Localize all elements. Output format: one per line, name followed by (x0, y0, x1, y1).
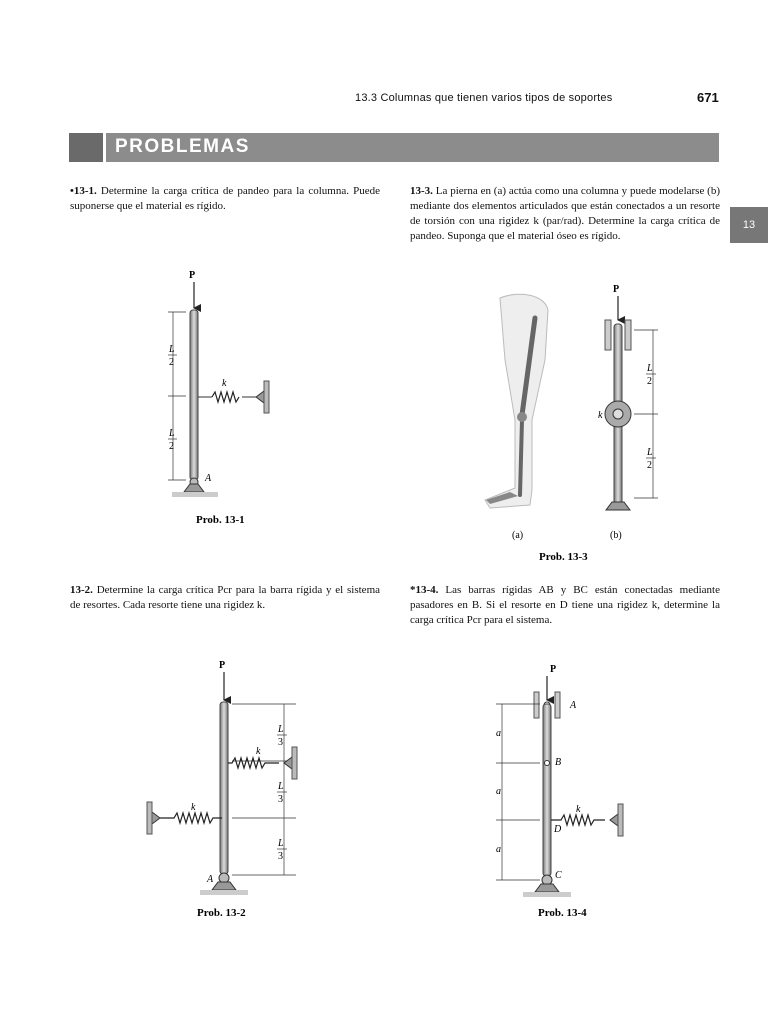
wall-left (147, 802, 152, 834)
spring (212, 392, 239, 402)
page-number: 671 (697, 90, 719, 105)
label-a: (a) (512, 530, 524, 541)
load-label: P (613, 284, 620, 295)
running-head: 13.3 Columnas que tienen varios tipos de soportes (355, 92, 613, 104)
pin-b (545, 761, 550, 766)
pin-base (535, 884, 559, 892)
dim-2: 2 (647, 460, 652, 471)
tibia (520, 420, 522, 495)
dim-L: L (278, 838, 284, 849)
spring-lower (160, 813, 222, 823)
point-c-label: C (555, 870, 562, 881)
dim-2: 2 (169, 357, 174, 368)
spring-label: k (222, 378, 227, 389)
wall (264, 381, 269, 413)
pin-base (606, 502, 630, 510)
problem-text: Determine la carga crítica Pcr para la barra rígida y el sistema de resortes. Cada resorte tiene una rigidez k. (70, 584, 381, 611)
dim-L: L (647, 447, 653, 458)
caption-13-4: Prob. 13-4 (538, 907, 587, 919)
point-b-label: B (555, 757, 562, 768)
figure-13-2 (147, 660, 297, 895)
column-bar (190, 310, 198, 480)
dim-L: L (278, 781, 284, 792)
dim-a: a (496, 786, 501, 797)
wall (618, 804, 623, 836)
column-bar (543, 704, 551, 876)
ground (200, 890, 248, 895)
dim-3: 3 (278, 737, 283, 748)
load-label: P (219, 660, 226, 671)
load-label: P (189, 270, 196, 281)
label-b: (b) (610, 530, 622, 541)
figure-13-3 (485, 284, 658, 541)
problem-number: 13-2. (70, 584, 93, 596)
section-title: PROBLEMAS (115, 136, 250, 157)
dim-L: L (169, 344, 175, 355)
figure-13-4 (496, 664, 623, 897)
point-d-label: D (554, 824, 562, 835)
dim-2: 2 (647, 376, 652, 387)
problem-number: 13-3. (410, 185, 433, 197)
caption-13-1: Prob. 13-1 (196, 514, 245, 526)
dim-L: L (647, 363, 653, 374)
spring-label: k (576, 804, 581, 815)
column-bar (220, 702, 228, 874)
ground (523, 892, 571, 897)
wall-right (292, 747, 297, 779)
leg-silhouette (485, 294, 548, 508)
pin-base (212, 882, 236, 890)
dim-L: L (169, 428, 175, 439)
dim-L: L (278, 724, 284, 735)
caption-13-2: Prob. 13-2 (197, 907, 246, 919)
dim-3: 3 (278, 794, 283, 805)
problem-text: La pierna en (a) actúa como una columna y puede modelarse (b) mediante dos elementos articulados que están conectados a un resorte de torsión con una rigidez k (par/rad). Determine la carga crítica de pandeo. Suponga que el material óseo es rígido. (410, 185, 721, 242)
spring-label: k (256, 746, 261, 757)
dim-a: a (496, 844, 501, 855)
spring-label: k (191, 802, 196, 813)
point-a-label: A (570, 700, 577, 711)
problem-number: *13-4. (410, 584, 439, 596)
load-label: P (550, 664, 557, 675)
chapter-tab: 13 (730, 207, 768, 243)
caption-13-3: Prob. 13-3 (539, 551, 588, 563)
problem-text: Las barras rígidas AB y BC están conectadas mediante pasadores en B. Si el resorte en D tiene una rigidez k, determine la carga crítica Pcr para el sistema. (410, 584, 720, 626)
point-a-label: A (205, 473, 212, 484)
dim-a: a (496, 728, 501, 739)
point-a-label: A (207, 874, 214, 885)
dim-3: 3 (278, 851, 283, 862)
knee (517, 412, 527, 422)
problem-text: Determine la carga crítica de pandeo para la columna. Puede suponerse que el material es rígido. (70, 185, 380, 212)
ground (172, 492, 218, 497)
dim-2: 2 (169, 441, 174, 452)
figure-13-1 (168, 270, 269, 497)
spring-label: k (598, 410, 603, 421)
spring-upper (228, 758, 279, 768)
pin-base (184, 484, 204, 492)
problem-number: •13-1. (70, 185, 97, 197)
